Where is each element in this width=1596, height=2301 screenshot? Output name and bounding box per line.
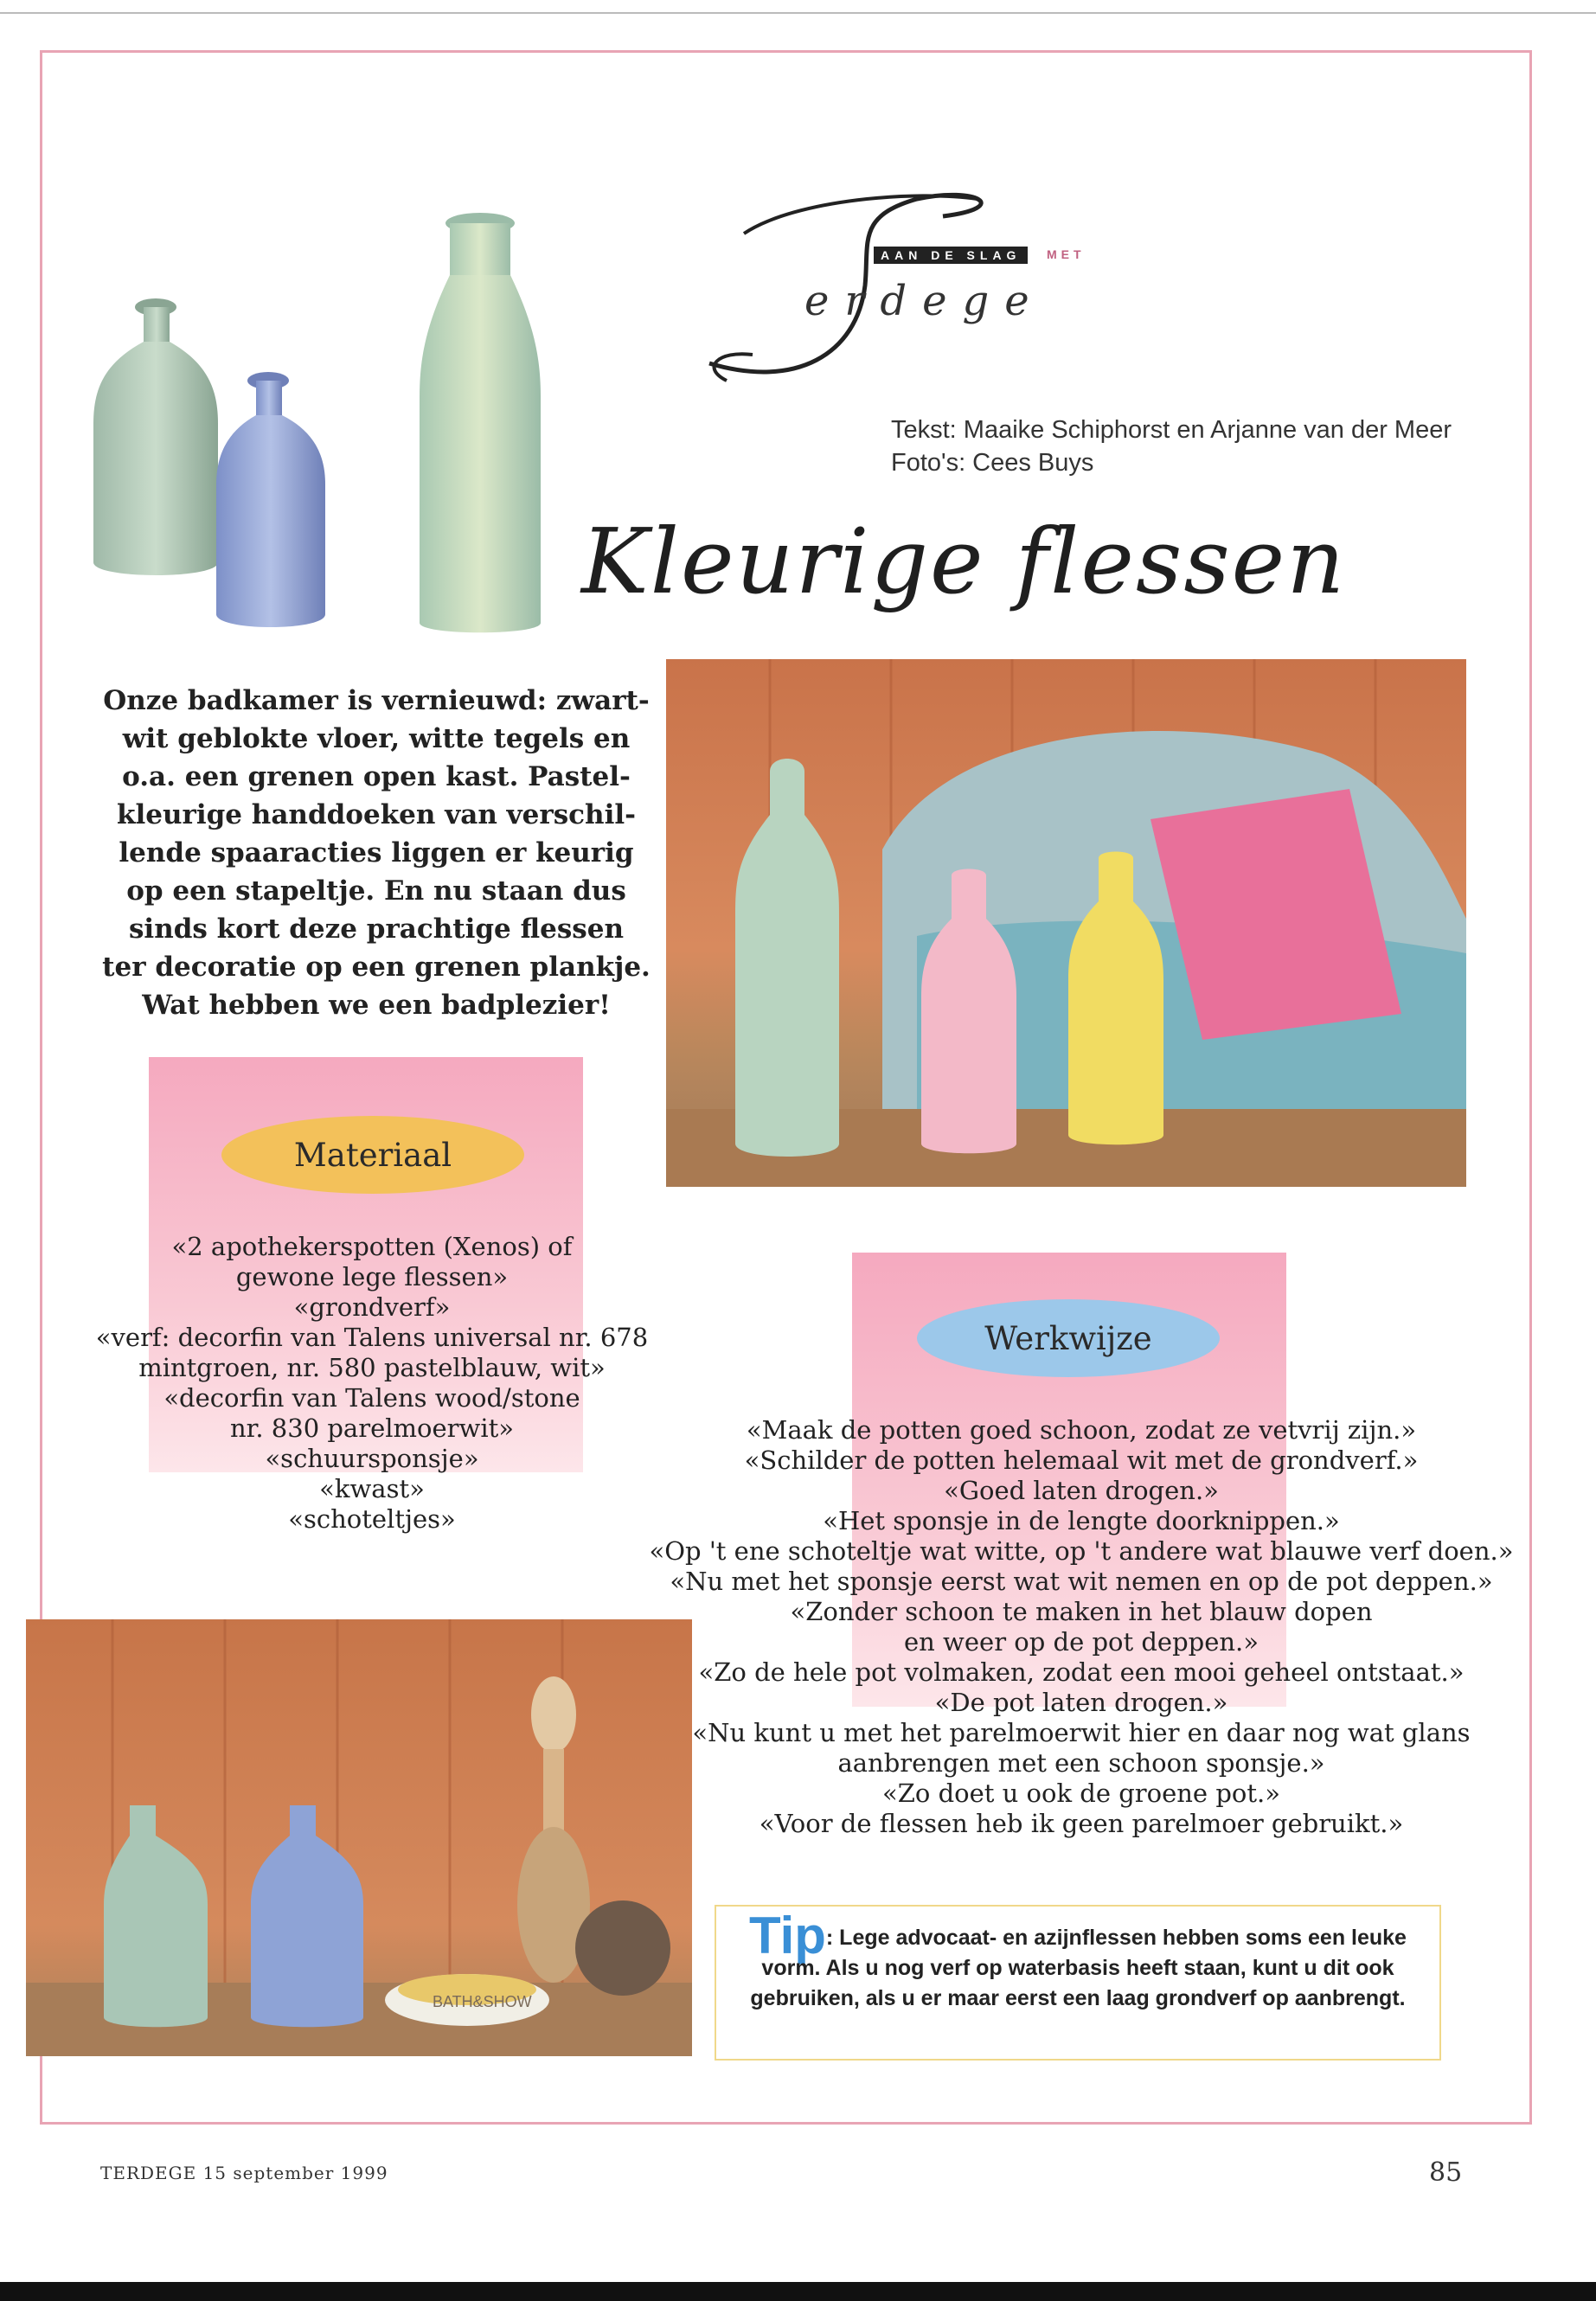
photo-bottles-shelf	[26, 1619, 692, 2056]
article-title: Kleurige flessen	[581, 509, 1347, 614]
list-item: «Op 't ene schoteltje wat witte, op 't andere wat blauwe verf doen.»	[649, 1536, 1514, 1566]
terdege-logo	[692, 182, 1107, 398]
credits-text: Tekst: Maaike Schiphorst en Arjanne van der Meer	[891, 416, 1452, 444]
list-item: «schuursponsje»	[265, 1444, 479, 1473]
tip-label: Tip	[749, 1907, 826, 1965]
list-item: «decorfin van Talens wood/stone	[163, 1383, 580, 1413]
list-item: en weer op de pot deppen.»	[903, 1627, 1259, 1657]
list-item: «De pot laten drogen.»	[934, 1688, 1228, 1717]
footer-publication: TERDEGE 15 september 1999	[100, 2163, 388, 2183]
intro-line: wit geblokte vloer, witte tegels en	[122, 723, 631, 754]
list-item: mintgroen, nr. 580 pastelblauw, wit»	[138, 1353, 606, 1382]
top-edge-line	[0, 12, 1596, 14]
bottles-photo	[69, 199, 554, 649]
list-item: nr. 830 parelmoerwit»	[230, 1413, 514, 1443]
werkwijze-heading: Werkwijze	[917, 1299, 1220, 1377]
intro-line: ter decoratie op een grenen plankje.	[102, 952, 651, 983]
page-number: 85	[1429, 2157, 1463, 2188]
photo-bottles-towels	[666, 659, 1466, 1187]
list-item: gewone lege flessen»	[235, 1262, 509, 1292]
intro-paragraph	[95, 682, 657, 1024]
list-item: «Zonder schoon te maken in het blauw dopen	[790, 1597, 1373, 1626]
intro-line: Onze badkamer is vernieuwd: zwart-	[103, 685, 650, 716]
list-item: «Maak de potten goed schoon, zodat ze vetvrij zijn.»	[746, 1415, 1417, 1445]
list-item: «schoteltjes»	[288, 1504, 456, 1534]
list-item: «Voor de flessen heb ik geen parelmoer gebruikt.»	[759, 1809, 1404, 1838]
list-item: «Nu met het sponsje eerst wat wit nemen en op de pot deppen.»	[670, 1567, 1493, 1596]
list-item: «kwast»	[319, 1474, 425, 1503]
list-item: «Het sponsje in de lengte doorknippen.»	[823, 1506, 1340, 1535]
intro-line: kleurige handdoeken van verschil-	[116, 799, 637, 830]
tip-box	[715, 1905, 1441, 2061]
materiaal-list	[95, 1232, 649, 1535]
list-item: «Zo doet u ook de groene pot.»	[882, 1779, 1280, 1808]
bottom-scan-edge	[0, 2282, 1596, 2301]
list-item: «Nu kunt u met het parelmoerwit hier en daar nog wat glans	[692, 1718, 1471, 1747]
intro-line: o.a. een grenen open kast. Pastel-	[122, 761, 631, 792]
intro-line: sinds kort deze prachtige flessen	[128, 913, 625, 945]
logo-tagline: AAN DE SLAG	[874, 247, 1028, 264]
credits-photo: Foto's: Cees Buys	[891, 449, 1094, 477]
credits	[891, 413, 1452, 479]
materiaal-heading: Materiaal	[221, 1116, 524, 1194]
list-item: «2 apothekerspotten (Xenos) of	[171, 1232, 573, 1261]
logo-tagline-suffix: MET	[1047, 247, 1086, 261]
list-item: «verf: decorfin van Talens universal nr. 678	[95, 1323, 649, 1352]
werkwijze-list	[649, 1415, 1514, 1839]
list-item: «Schilder de potten helemaal wit met de grondverf.»	[744, 1445, 1419, 1475]
list-item: «Goed laten drogen.»	[944, 1476, 1219, 1505]
tip-text: : Lege advocaat- en azijnflessen hebben soms een leuke vorm. Als u nog verf op waterbasis heeft staan, kunt u dit ook gebruiken, als u er maar eerst een laag grondverf op aanbrengt.	[750, 1926, 1407, 2010]
list-item: «grondverf»	[293, 1292, 451, 1322]
intro-line: Wat hebben we een badplezier!	[142, 990, 611, 1021]
list-item: «Zo de hele pot volmaken, zodat een mooi geheel ontstaat.»	[698, 1657, 1465, 1687]
list-item: aanbrengen met een schoon sponsje.»	[837, 1748, 1325, 1778]
intro-line: op een stapeltje. En nu staan dus	[126, 875, 626, 907]
soap-dish-label: BATH&SHOW	[433, 1993, 532, 2010]
intro-line: lende spaaracties liggen er keurig	[119, 837, 634, 868]
logo-word: erdege	[804, 277, 1045, 325]
